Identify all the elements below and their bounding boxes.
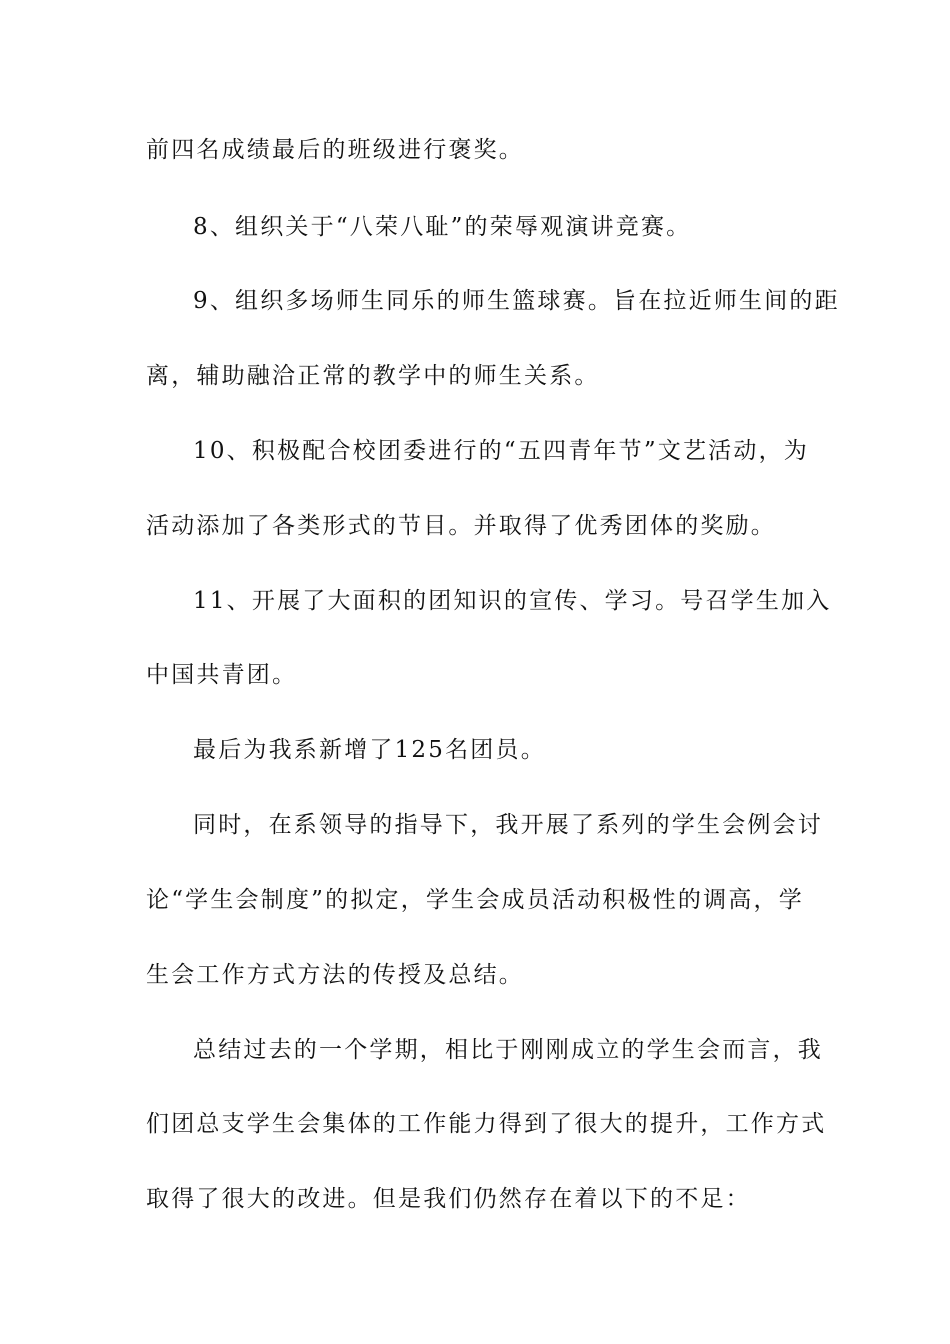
text-line: 最后为我系新增了125名团员。	[193, 737, 546, 763]
text-line: 取得了很大的改进。但是我们仍然存在着以下的不足：	[146, 1186, 751, 1212]
text-line: 们团总支学生会集体的工作能力得到了很大的提升，工作方式	[146, 1111, 827, 1137]
text-line: 中国共青团。	[146, 662, 298, 688]
text-line: 离，辅助融洽正常的教学中的师生关系。	[146, 363, 600, 389]
text-line: 同时，在系领导的指导下，我开展了系列的学生会例会讨	[193, 812, 823, 838]
text-line: 8、组织关于“八荣八耻”的荣辱观演讲竞赛。	[193, 214, 692, 240]
text-line: 11、开展了大面积的团知识的宣传、学习。号召学生加入	[193, 588, 832, 614]
text-line: 总结过去的一个学期，相比于刚刚成立的学生会而言，我	[193, 1037, 823, 1063]
text-line: 前四名成绩最后的班级进行褒奖。	[146, 137, 524, 163]
text-line: 9、组织多场师生同乐的师生篮球赛。旨在拉近师生间的距	[193, 288, 840, 314]
text-line: 10、积极配合校团委进行的“五四青年节”文艺活动，为	[193, 438, 809, 464]
text-line: 活动添加了各类形式的节目。并取得了优秀团体的奖励。	[146, 513, 776, 539]
text-line: 论“学生会制度”的拟定，学生会成员活动积极性的调高，学	[146, 887, 804, 913]
text-line: 生会工作方式方法的传授及总结。	[146, 962, 524, 988]
